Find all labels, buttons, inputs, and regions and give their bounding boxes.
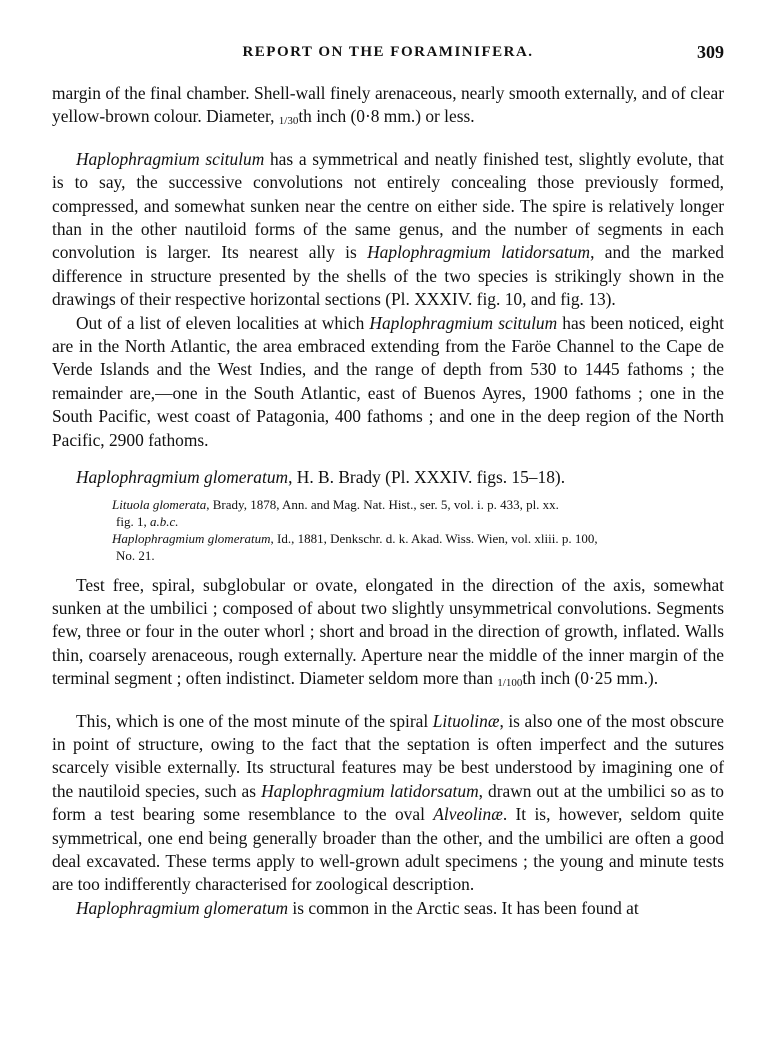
reference-continuation: fig. 1, [116,513,150,529]
section-heading [52,466,724,489]
fraction: 1/30 [278,115,299,128]
text-run: has been noticed, eight are in the North Atlantic, the area embraced extending from the Faröe Channel to the Cape de Verde Islands and the West Indies, and the range of depth from 530 to 1445 fathoms ; the remainder are,—one in the South Atlantic, east of Buenos Ayres, 1900 fathoms ; one in the South Pacific, west coast of Patagonia, 400 fathoms ; and one in the deep region of the North Pacific, 2900 fathoms. [52,312,724,450]
text-run: , drawn out at the umbilici so as to form a test bearing some resemblance to the oval [52,780,725,825]
paragraph-distribution [52,897,724,920]
reference-figure: a.b.c. [149,513,179,529]
reference-name: Lituola glomerata [112,496,207,512]
text-run: th inch (0·25 mm.). [522,668,659,689]
species-name: Haplophragmium glomeratum [76,897,289,918]
reference-name: Haplophragmium glomeratum [112,530,271,546]
text-run: Out of a list of eleven localities at which [76,312,370,333]
paragraph-localities [52,312,724,452]
paragraph-description [52,148,724,312]
text-run: th inch (0·8 mm.) or less. [298,106,475,127]
genus-name: Alveolinæ [433,804,503,825]
paragraph-diagnosis [52,574,724,696]
reference-text: , Id., 1881, Denkschr. d. k. Akad. Wiss. Wien, vol. xliii. p. 100, [270,530,598,546]
reference-continuation: No. 21. [116,547,155,563]
text-run: is common in the Arctic seas. It has been found at [288,897,639,918]
running-header [52,44,724,68]
species-name: Haplophragmium scitulum [76,148,265,169]
page-number: 309 [697,42,724,62]
reference-text: , Brady, 1878, Ann. and Mag. Nat. Hist., ser. 5, vol. i. p. 433, pl. xx. [206,496,559,512]
text-run: . It is, however, seldom quite symmetrical, one end being generally broader than the other, and the umbilici are often a good deal excavated. These terms apply to well-grown adult specimens ; the young and minute tests are too indifferently characterised for zoological description. [52,804,724,895]
text-run: Test free, spiral, subglobular or ovate, elongated in the direction of the axis, somewhat sunken at the umbilici ; composed of about two slightly unsymmetrical convolutions. Segments few, three or four in the outer whorl ; short and broad in the direction of growth, inflated. Walls thin, coarsely arenaceous, rough externally. Aperture near the middle of the inner margin of the terminal segment ; often indistinct. Diameter seldom more than [52,574,724,689]
heading-text: , H. B. Brady (Pl. XXXIV. figs. 15–18). [288,467,566,488]
text-run: This, which is one of the most minute of the spiral [76,710,433,731]
reference-entry [112,496,724,530]
text-run: has a symmetrical and neatly finished test, slightly evolute, that is to say, the successive convolutions not entirely concealing those previously formed, compressed, and somewhat sunken near the centre on either side. The spire is relatively longer than in the other nautiloid forms of the same genus, and the number of segments in each convolution is larger. Its nearest ally is [52,148,724,263]
text-run: , and the marked difference in structure presented by the shells of the two species is strikingly shown in the drawings of their respective horizontal sections (Pl. XXXIV. fig. 10, and fig. 13). [52,242,724,310]
fraction: 1/100 [497,677,523,690]
main-text [52,82,724,920]
text-run: margin of the final chamber. Shell-wall finely arenaceous, nearly smooth externally, and of clear yellow-brown colour. Diameter, [52,83,724,127]
paragraph-structure [52,710,724,897]
species-name: Haplophragmium latidorsatum [261,780,479,801]
species-name: Haplophragmium scitulum [369,312,558,333]
species-name: Haplophragmium latidorsatum [367,242,591,263]
genus-name: Lituolinæ [432,710,500,731]
running-title: REPORT ON THE FORAMINIFERA. [242,44,534,60]
paragraph-continuation [52,82,724,134]
text-run: , is also one of the most obscure in point of structure, owing to the fact that the septation is often imperfect and the sutures scarcely visible externally. Its structural features may be best understood by imagining one of the nautiloid species, such as [52,710,724,801]
synonymy-references [112,496,724,564]
reference-entry [112,530,724,564]
species-name: Haplophragmium glomeratum [76,467,289,488]
